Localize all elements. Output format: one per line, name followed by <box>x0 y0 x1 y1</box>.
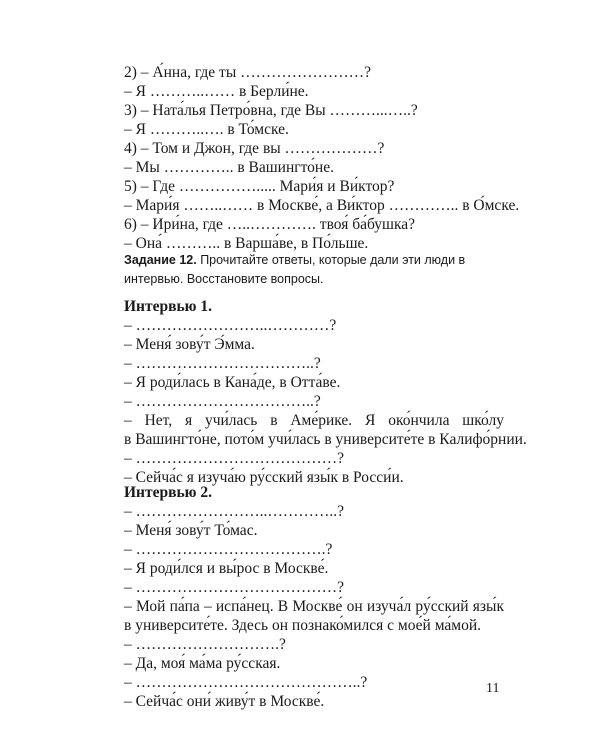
page-number: 11 <box>486 681 500 696</box>
exercise-line: 4) – Том и Джон, где вы ………………? <box>124 140 385 157</box>
interview-2-answer-line: в университе́те. Здесь он познако́мился с мое́й ма́мой. <box>124 617 482 634</box>
exercise-line: – Мари́я ……..…… в Москве́, а Ви́ктор ………….. в О́мске. <box>124 197 520 214</box>
interview-2-line: – ……………………………………..? <box>124 674 368 691</box>
interview-2-line: – ……………………….? <box>124 636 286 653</box>
interview-2-line: – ……………………………….? <box>124 541 333 558</box>
interview-1-line: – Сейча́с я изуча́ю ру́сский язы́к в Росси́и. <box>124 469 404 486</box>
interview-1-line: – ……………………………..? <box>124 393 321 410</box>
interview-1-line: – ……………………..…………? <box>124 317 337 334</box>
interview-1-line: – ……………………………..? <box>124 355 321 372</box>
exercise-line: – Я ………..…… в Берли́не. <box>124 83 309 100</box>
interview-2-line: – Да, моя́ ма́ма ру́сская. <box>124 655 281 672</box>
interview-2-line: – Я роди́лся и вы́рос в Москве́. <box>124 560 329 577</box>
interview-1-answer-line: – Нет, я учи́лась в Аме́рике. Я око́нчила шко́лу <box>124 412 504 429</box>
exercise-line: 6) – Ири́на, где …..…………. твоя́ ба́бушка? <box>124 216 416 233</box>
interview-1-line: – Меня́ зову́т Э́мма. <box>124 336 255 353</box>
task-text: Прочитайте ответы, которые дали эти люди в интервью. Восстановите вопросы. <box>124 253 466 286</box>
exercise-line: 2) – А́нна, где ты ……………………? <box>124 64 371 81</box>
interview-2-line: – Сейча́с они́ живу́т в Москве́. <box>124 693 325 710</box>
task-instruction <box>124 251 504 289</box>
exercise-line: – Она́ ……….. в Варша́ве, в По́льше. <box>124 235 369 252</box>
interview-1-line: – …………………………………? <box>124 450 345 467</box>
exercise-line: 5) – Где ……………..... Мари́я и Ви́ктор? <box>124 178 395 195</box>
interview-2-line: – Меня́ зову́т То́мас. <box>124 522 258 539</box>
interview-2-answer-line: – Мой па́па – испа́нец. В Москве́ он изуча́л ру́сский язы́к <box>124 598 504 615</box>
exercise-line: – Мы ………….. в Вашингто́не. <box>124 159 334 176</box>
interview-2-line: – ……………………..…………..? <box>124 503 345 520</box>
interview-2-title: Интервью 2. <box>124 484 213 501</box>
interview-2-line: – …………………………………? <box>124 579 345 596</box>
exercise-line: – Я ………..…. в То́мске. <box>124 121 289 138</box>
interview-1-answer-line: в Вашингто́не, пото́м учи́лась в университе́те в Калифо́рнии. <box>124 431 527 448</box>
task-label: Задание 12. <box>124 253 197 267</box>
interview-1-line: – Я роди́лась в Кана́де, в Отта́ве. <box>124 374 341 391</box>
interview-1-title: Интервью 1. <box>124 298 213 315</box>
exercise-line: 3) – Ната́лья Петро́вна, где Вы ………...…..? <box>124 102 418 119</box>
